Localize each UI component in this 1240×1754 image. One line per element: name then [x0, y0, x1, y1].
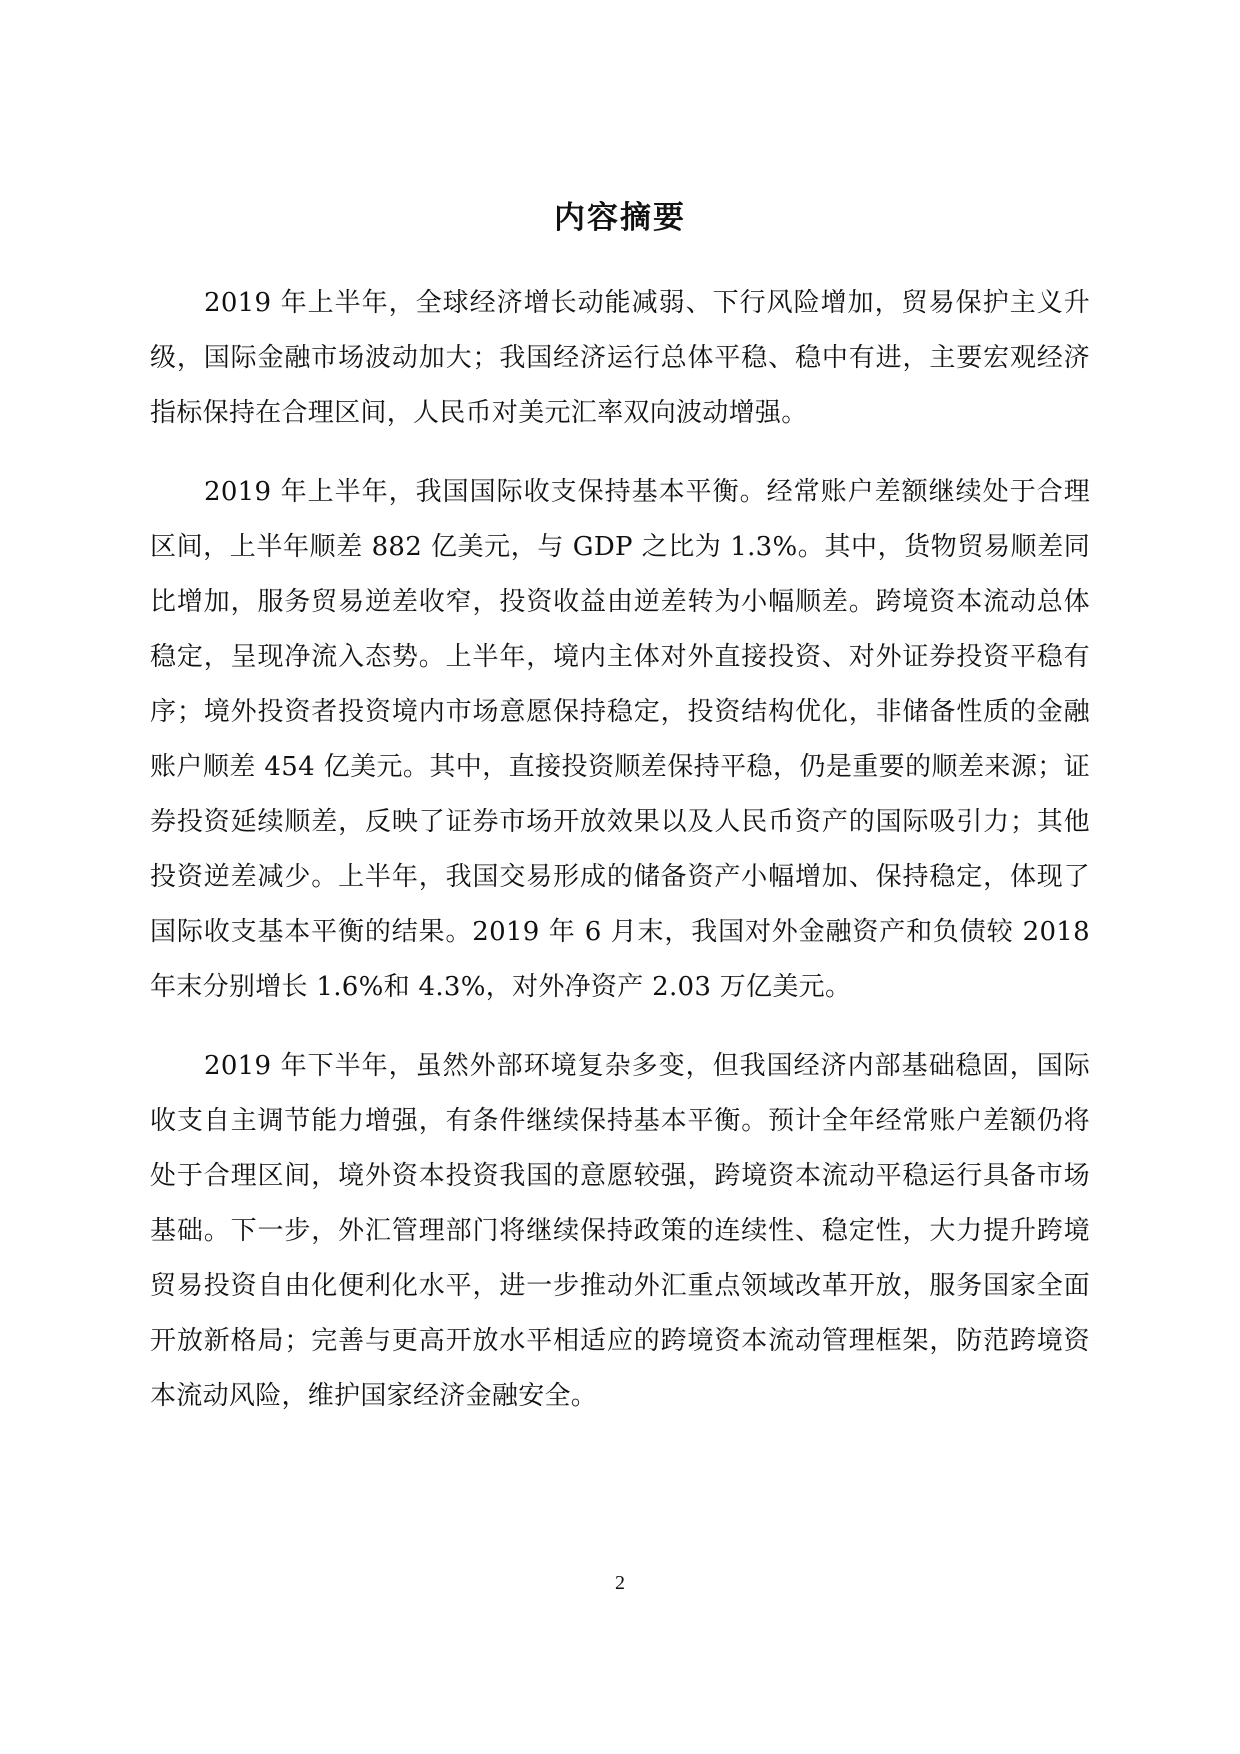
summary-body	[150, 276, 1090, 1448]
page-title: 内容摘要	[554, 200, 686, 236]
page-number: 2	[615, 1572, 625, 1594]
paragraph-outlook: 2019 年下半年，虽然外部环境复杂多变，但我国经济内部基础稳固，国际收支自主调节能力增强，有条件继续保持基本平衡。预计全年经常账户差额仍将处于合理区间，境外资本投资我国的意愿较强，跨境资本流动平稳运行具备市场基础。下一步，外汇管理部门将继续保持政策的连续性、稳定性，大力提升跨境贸易投资自由化便利化水平，进一步推动外汇重点领域改革开放，服务国家全面开放新格局；完善与更高开放水平相适应的跨境资本流动管理框架，防范跨境资本流动风险，维护国家经济金融安全。	[150, 1051, 1090, 1411]
paragraph-balance-of-payments: 2019 年上半年，我国国际收支保持基本平衡。经常账户差额继续处于合理区间，上半年顺差 882 亿美元，与 GDP 之比为 1.3%。其中，货物贸易顺差同比增加，服务贸易逆差收窄，投资收益由逆差转为小幅顺差。跨境资本流动总体稳定，呈现净流入态势。上半年，境内主体对外直接投资、对外证券投资平稳有序；境外投资者投资境内市场意愿保持稳定，投资结构优化，非储备性质的金融账户顺差 454 亿美元。其中，直接投资顺差保持平稳，仍是重要的顺差来源；证券投资延续顺差，反映了证券市场开放效果以及人民币资产的国际吸引力；其他投资逆差减少。上半年，我国交易形成的储备资产小幅增加、保持稳定，体现了国际收支基本平衡的结果。2019 年 6 月末，我国对外金融资产和负债较 2018 年末分别增长 1.6%和 4.3%，对外净资产 2.03 万亿美元。	[150, 477, 1090, 1002]
paragraph-global-economy: 2019 年上半年，全球经济增长动能减弱、下行风险增加，贸易保护主义升级，国际金融市场波动加大；我国经济运行总体平稳、稳中有进，主要宏观经济指标保持在合理区间，人民币对美元汇率双向波动增强。	[150, 288, 1090, 428]
